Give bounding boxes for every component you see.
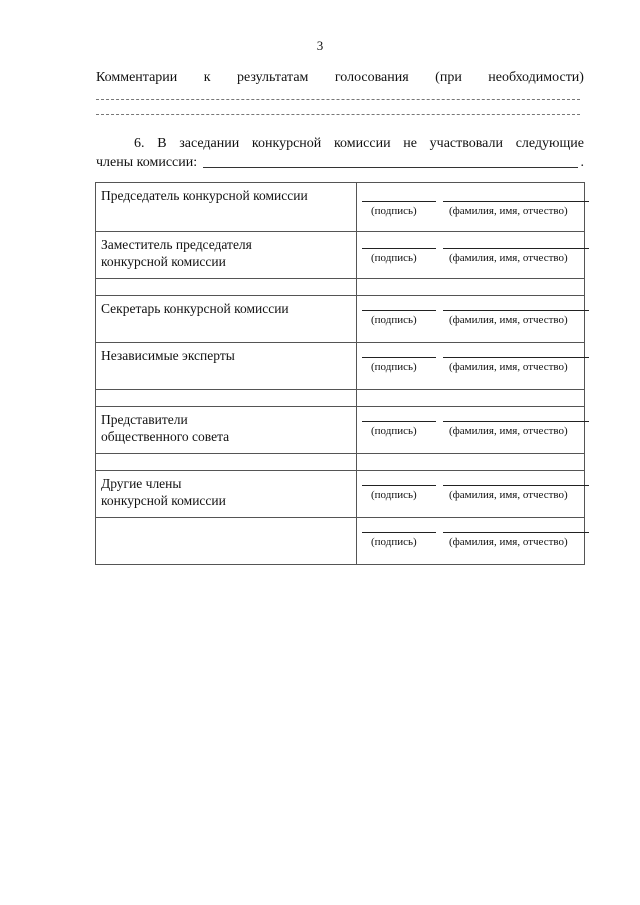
- spacer-row: [96, 390, 585, 407]
- signature-line[interactable]: [362, 357, 436, 358]
- section6-word: заседании: [179, 136, 240, 151]
- page-number: 3: [316, 38, 324, 53]
- spacer-row: [96, 454, 585, 471]
- signature-line[interactable]: [362, 310, 436, 311]
- signature-caption: (подпись): [371, 361, 417, 373]
- name-line[interactable]: [443, 485, 589, 486]
- comments-fill-line[interactable]: [96, 114, 580, 115]
- signature-row: [96, 407, 585, 454]
- role-label: Представители общественного совета: [96, 407, 357, 454]
- spacer-row: [96, 279, 585, 296]
- name-line[interactable]: [443, 310, 589, 311]
- name-line[interactable]: [443, 357, 589, 358]
- signature-cell: [357, 296, 585, 343]
- spacer-cell: [96, 454, 357, 471]
- comments-word: Комментарии: [96, 70, 178, 85]
- section6-word: комиссии: [333, 136, 391, 151]
- section-6-line-1: [96, 134, 584, 153]
- role-label: Секретарь конкурсной комиссии: [96, 296, 357, 343]
- section6-period: .: [580, 155, 584, 170]
- name-caption: (фамилия, имя, отчество): [449, 536, 568, 548]
- section-6: [96, 134, 584, 172]
- signature-cell: [357, 343, 585, 390]
- spacer-cell: [357, 390, 585, 407]
- signature-line[interactable]: [362, 532, 436, 533]
- name-line[interactable]: [443, 201, 589, 202]
- section6-word: следующие: [515, 136, 584, 151]
- signature-caption: (подпись): [371, 252, 417, 264]
- name-caption: (фамилия, имя, отчество): [449, 425, 568, 437]
- section6-word: В: [157, 136, 167, 151]
- name-caption: (фамилия, имя, отчество): [449, 314, 568, 326]
- name-line[interactable]: [443, 421, 589, 422]
- signature-row: [96, 296, 585, 343]
- signature-cell: [357, 407, 585, 454]
- signature-cell: [357, 518, 585, 565]
- signature-caption: (подпись): [371, 314, 417, 326]
- signature-row: [96, 518, 585, 565]
- spacer-cell: [357, 454, 585, 471]
- name-line[interactable]: [443, 248, 589, 249]
- name-line[interactable]: [443, 532, 589, 533]
- section-6-line-2: [96, 153, 584, 172]
- signature-line[interactable]: [362, 201, 436, 202]
- role-label: Другие члены конкурсной комиссии: [96, 471, 357, 518]
- signature-line[interactable]: [362, 485, 436, 486]
- comments-word: голосования: [334, 70, 409, 85]
- section6-word: конкурсной: [251, 136, 322, 151]
- signature-line[interactable]: [362, 248, 436, 249]
- section6-members-label: члены комиссии:: [96, 155, 198, 170]
- comments-word: результатам: [237, 70, 309, 85]
- role-label: Заместитель председателя конкурсной комиссии: [96, 232, 357, 279]
- signature-cell: [357, 183, 585, 232]
- role-label: [96, 518, 357, 565]
- name-caption: (фамилия, имя, отчество): [449, 252, 568, 264]
- signature-table: [95, 182, 585, 565]
- signature-caption: (подпись): [371, 489, 417, 501]
- signature-row: [96, 183, 585, 232]
- comments-heading: [96, 70, 584, 86]
- name-caption: (фамилия, имя, отчество): [449, 205, 568, 217]
- comments-fill-line[interactable]: [96, 99, 580, 100]
- signature-row: [96, 343, 585, 390]
- spacer-cell: [357, 279, 585, 296]
- signature-caption: (подпись): [371, 205, 417, 217]
- signature-cell: [357, 232, 585, 279]
- role-label: Независимые эксперты: [96, 343, 357, 390]
- section6-word: 6.: [134, 136, 145, 151]
- comments-word: (при: [435, 70, 462, 85]
- name-caption: (фамилия, имя, отчество): [449, 489, 568, 501]
- comments-word: необходимости): [488, 70, 584, 85]
- signature-caption: (подпись): [371, 425, 417, 437]
- spacer-cell: [96, 279, 357, 296]
- section6-word: не: [403, 136, 417, 151]
- signature-row: [96, 232, 585, 279]
- signature-row: [96, 471, 585, 518]
- spacer-cell: [96, 390, 357, 407]
- signature-cell: [357, 471, 585, 518]
- name-caption: (фамилия, имя, отчество): [449, 361, 568, 373]
- signature-caption: (подпись): [371, 536, 417, 548]
- absent-members-field[interactable]: [203, 153, 577, 168]
- signature-line[interactable]: [362, 421, 436, 422]
- role-label: Председатель конкурсной комиссии: [96, 183, 357, 232]
- section6-word: участвовали: [429, 136, 503, 151]
- comments-word: к: [203, 70, 211, 85]
